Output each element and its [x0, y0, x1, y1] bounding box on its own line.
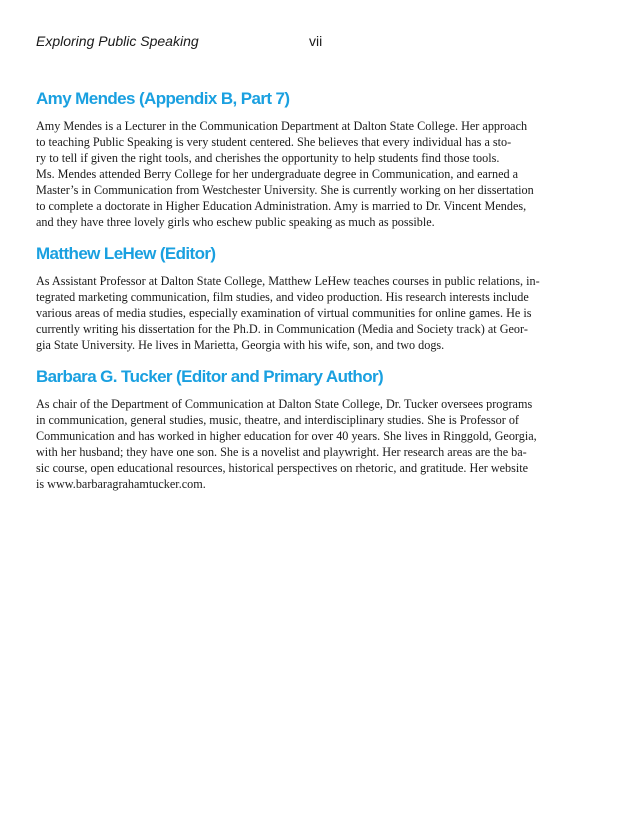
body-line: As chair of the Department of Communication at Dalton State College, Dr. Tucker oversees programs [36, 397, 533, 411]
body-line: Master’s in Communication from Westchester University. She is currently working on her dissertation [36, 183, 534, 197]
body-line: tegrated marketing communication, film studies, and video production. His research interests include [36, 290, 529, 304]
body-line: Communication and has worked in higher education for over 40 years. She lives in Ringgold, Georgia, [36, 429, 537, 443]
body-line: to teaching Public Speaking is very student centered. She believes that every individual has a sto- [36, 135, 512, 149]
page-number: vii [309, 33, 323, 49]
section-body [36, 396, 592, 492]
body-line: As Assistant Professor at Dalton State College, Matthew LeHew teaches courses in public relations, in- [36, 274, 540, 288]
bio-section-amy-mendes [36, 88, 592, 230]
body-line: sic course, open educational resources, historical perspectives on rhetoric, and gratitude. Her website [36, 461, 529, 475]
body-line: currently writing his dissertation for the Ph.D. in Communication (Media and Society track) at Geor- [36, 322, 528, 336]
body-line: to complete a doctorate in Higher Education Administration. Amy is married to Dr. Vincent Mendes, [36, 199, 527, 213]
body-line: is www.barbaragrahamtucker.com. [36, 477, 206, 491]
body-line: various areas of media studies, especially examination of virtual communities for online games. He is [36, 306, 532, 320]
bio-section-matthew-lehew [36, 243, 592, 353]
body-line: Amy Mendes is a Lecturer in the Communication Department at Dalton State College. Her approach [36, 119, 528, 133]
section-body [36, 273, 592, 353]
page-content [36, 88, 592, 505]
section-body [36, 118, 592, 230]
section-heading: Matthew LeHew (Editor) [36, 244, 216, 263]
body-line: in communication, general studies, music, theatre, and interdisciplinary studies. She is Professor of [36, 413, 519, 427]
section-heading: Amy Mendes (Appendix B, Part 7) [36, 89, 290, 108]
body-line: Ms. Mendes attended Berry College for her undergraduate degree in Communication, and earned a [36, 167, 519, 181]
body-line: gia State University. He lives in Marietta, Georgia with his wife, son, and two dogs. [36, 338, 445, 352]
body-line: ry to tell if given the right tools, and cherishes the opportunity to help students find those tools. [36, 151, 500, 165]
bio-section-barbara-tucker [36, 366, 592, 492]
body-line: and they have three lovely girls who eschew public speaking as much as possible. [36, 215, 435, 229]
body-line: with her husband; they have one son. She is a novelist and playwright. Her research areas are the ba- [36, 445, 527, 459]
section-heading: Barbara G. Tucker (Editor and Primary Author) [36, 367, 384, 386]
book-title: Exploring Public Speaking [36, 33, 199, 49]
running-header [36, 33, 596, 53]
